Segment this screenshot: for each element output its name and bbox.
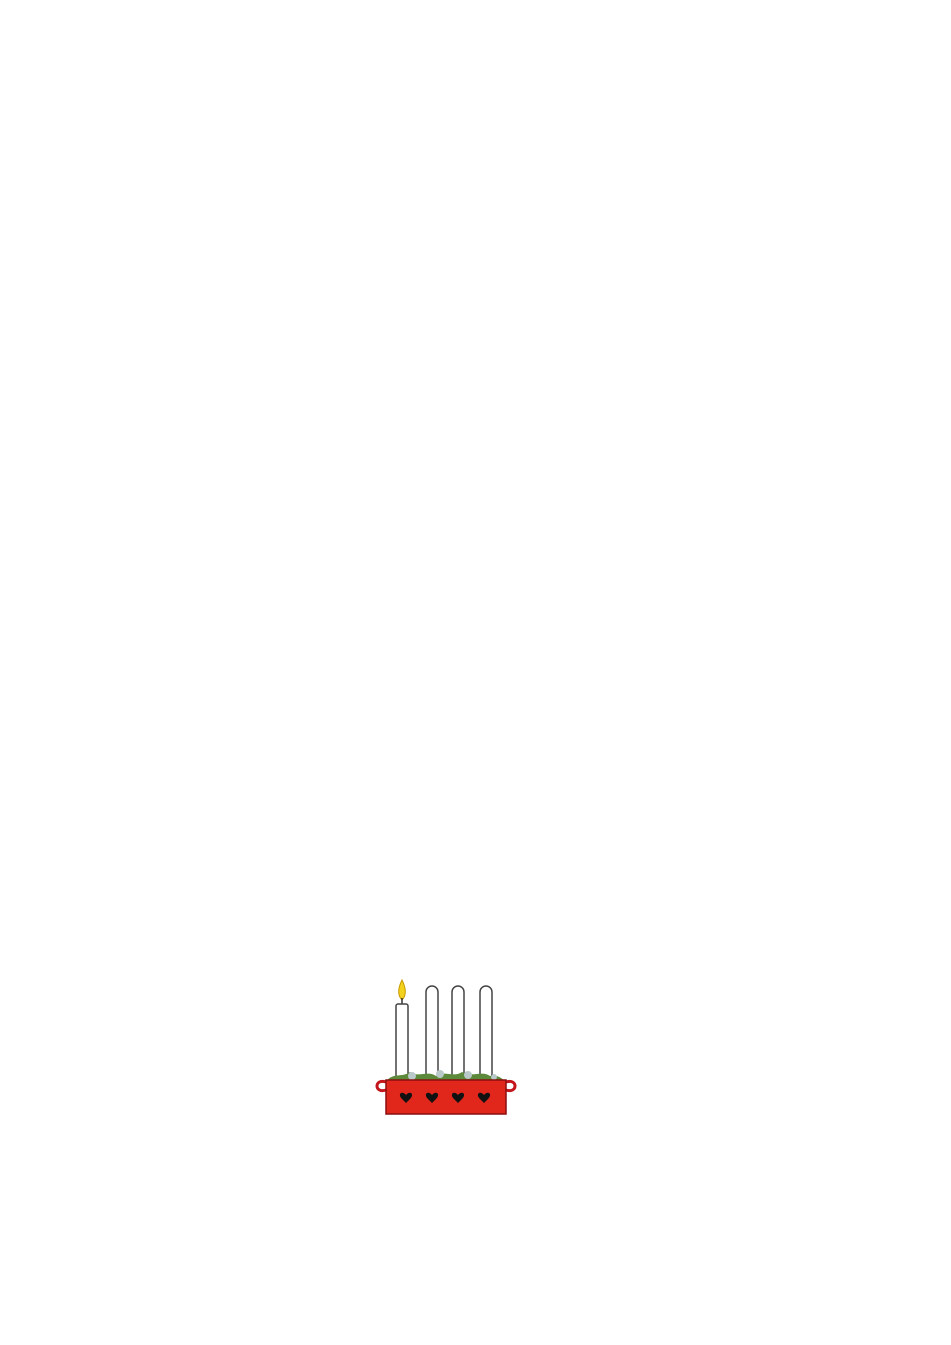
poinsettia-border-right bbox=[858, 36, 914, 1308]
advent-candlestick-icon bbox=[372, 978, 522, 1120]
poinsettia-border-bottom bbox=[36, 1252, 914, 1308]
poinsettia-border-top bbox=[36, 36, 914, 92]
qr-code-icon bbox=[686, 1090, 820, 1224]
poinsettia-border-left bbox=[36, 36, 92, 1308]
